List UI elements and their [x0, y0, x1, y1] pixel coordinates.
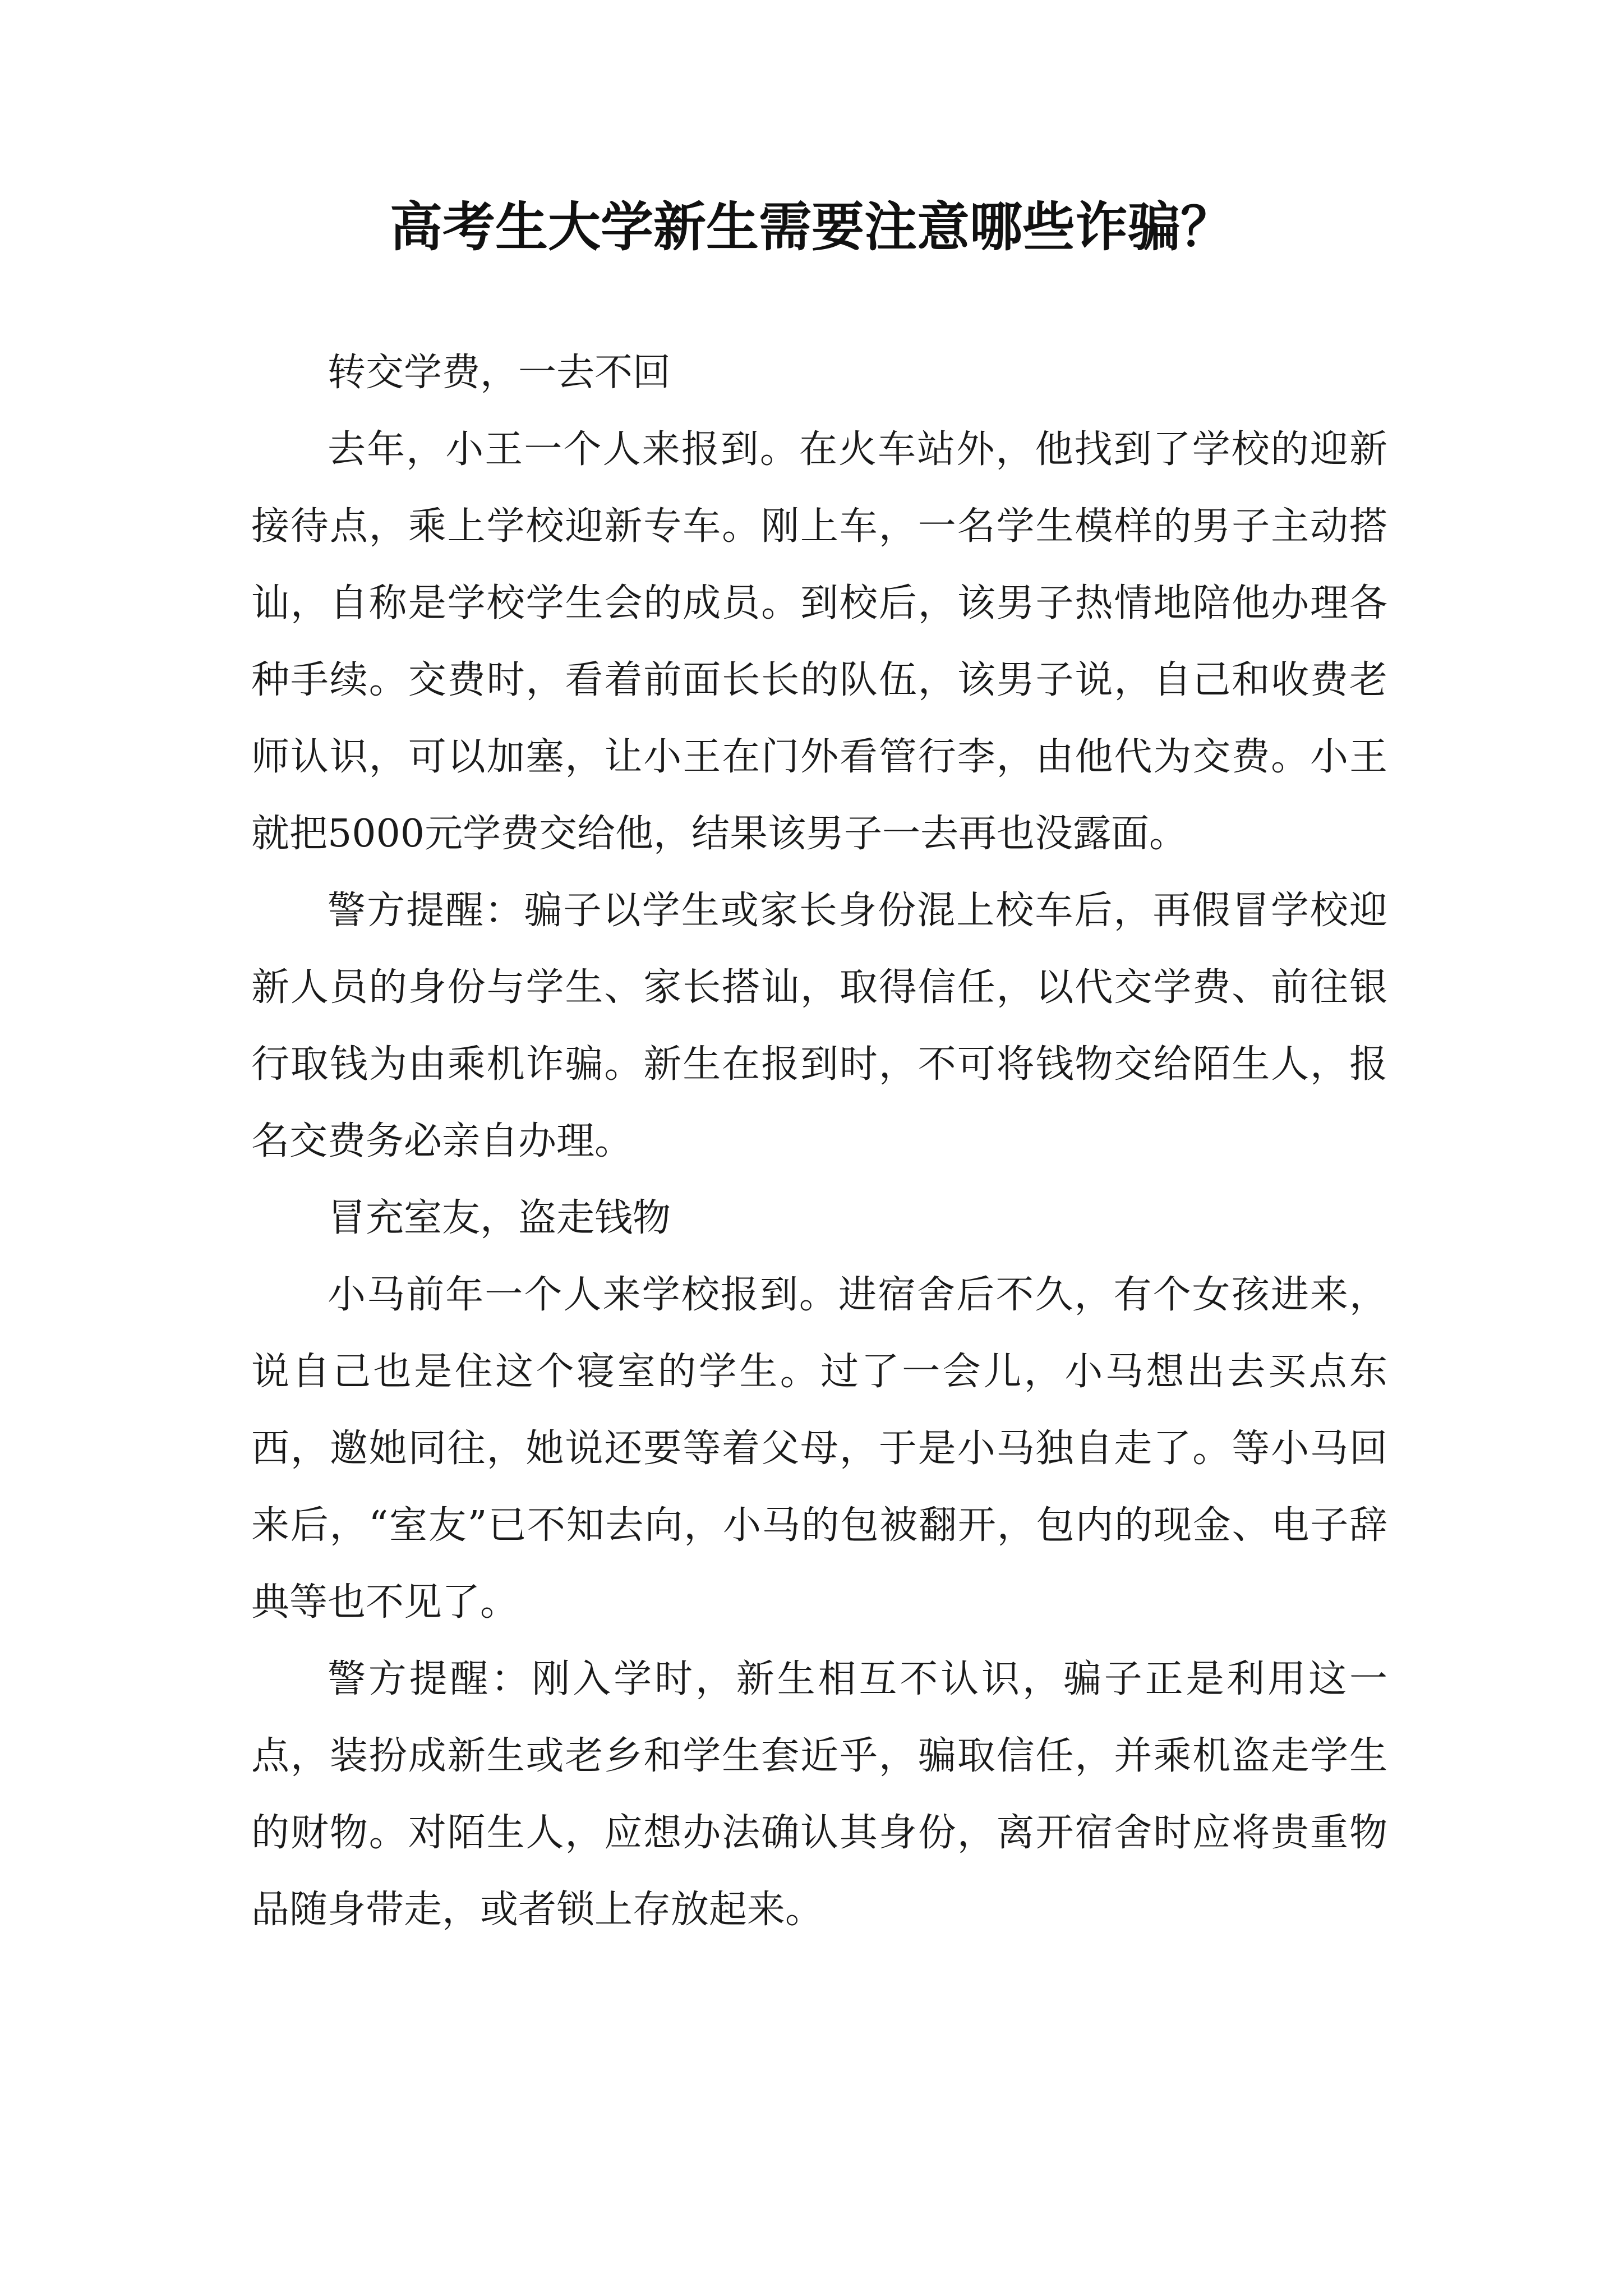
document-title: 高考生大学新生需要注意哪些诈骗？	[389, 196, 1233, 258]
section-heading-tuition: 转交学费，一去不回	[328, 351, 671, 395]
police-warning-paragraph-roommate: 警方提醒：刚入学时，新生相互不认识，骗子正是利用这一点，装扮成新生或老乡和学生套近乎，骗取信任，并乘机盗走学生的财物。对陌生人，应想办法确认其身份，离开宿舍时应将贵重物品随身带走，或者锁上存放起来。	[251, 1657, 1387, 1932]
story-paragraph-tuition: 去年，小王一个人来报到。在火车站外，他找到了学校的迎新接待点，乘上学校迎新专车。刚上车，一名学生模样的男子主动搭讪，自称是学校学生会的成员。到校后，该男子热情地陪他办理各种手续。交费时，看着前面长长的队伍，该男子说，自己和收费老师认识，可以加塞，让小王在门外看管行李，由他代为交费。小王就把5000元学费交给他，结果该男子一去再也没露面。	[251, 427, 1387, 856]
document-body	[251, 334, 1387, 1948]
police-warning-paragraph-tuition: 警方提醒：骗子以学生或家长身份混上校车后，再假冒学校迎新人员的身份与学生、家长搭讪，取得信任，以代交学费、前往银行取钱为由乘机诈骗。新生在报到时，不可将钱物交给陌生人，报名交费务必亲自办理。	[251, 889, 1387, 1163]
story-paragraph-roommate: 小马前年一个人来学校报到。进宿舍后不久，有个女孩进来，说自己也是住这个寝室的学生。过了一会儿，小马想出去买点东西，邀她同往，她说还要等着父母，于是小马独自走了。等小马回来后，“室友”已不知去向，小马的包被翻开，包内的现金、电子辞典等也不见了。	[251, 1273, 1387, 1625]
section-heading-roommate: 冒充室友，盗走钱物	[328, 1196, 671, 1240]
